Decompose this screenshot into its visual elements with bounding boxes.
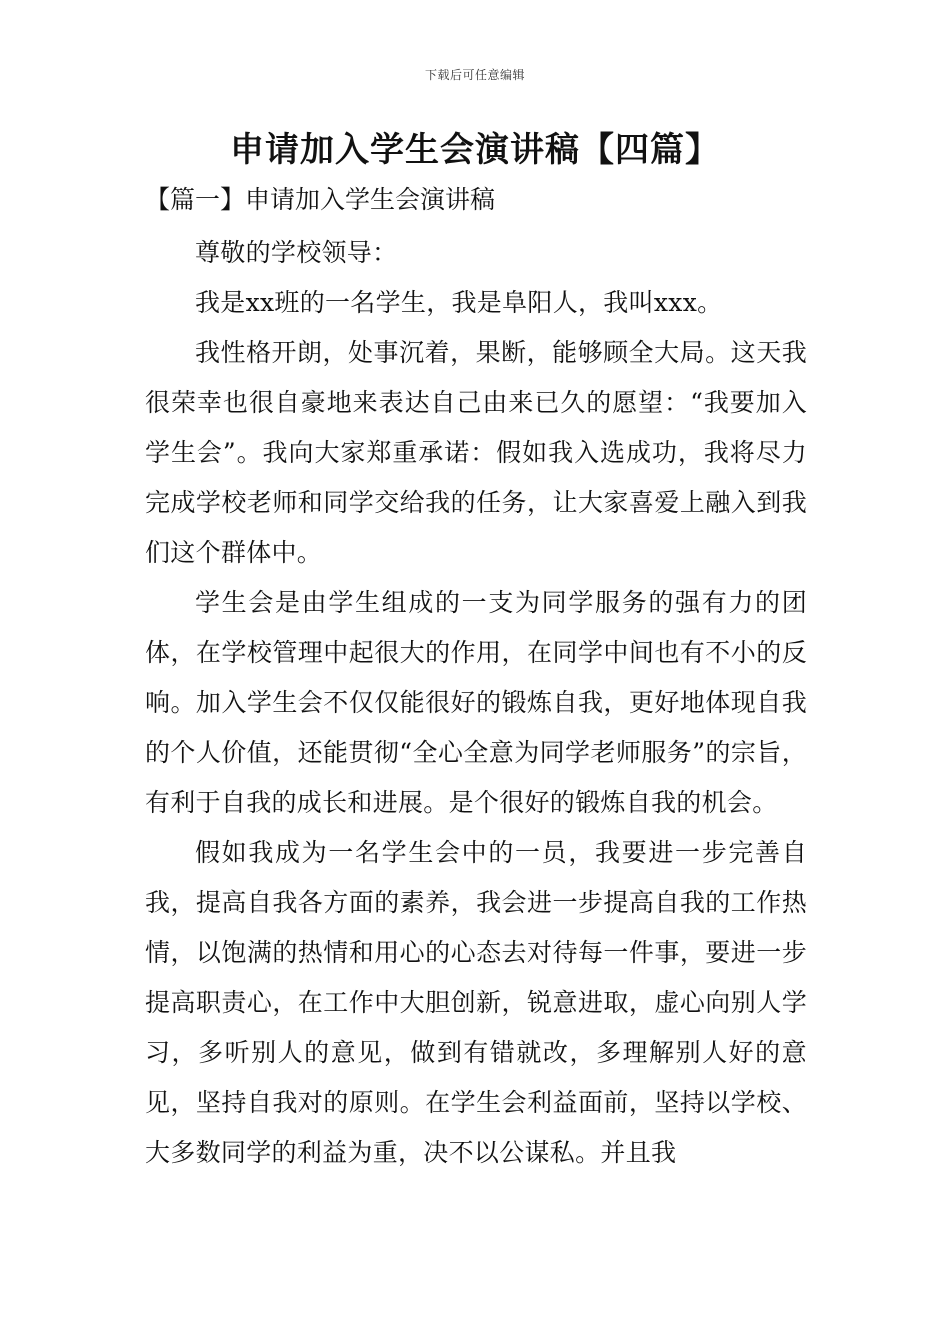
paragraph: 假如我成为一名学生会中的一员，我要进一步完善自我，提高自我各方面的素养，我会进一步提高自我的工作热情，以饱满的热情和用心的心态去对待每一件事，要进一步提高职责心，在工作中大胆创新，锐意进取，虚心向别人学习，多听别人的意见，做到有错就改，多理解别人好的意见，坚持自我对的原则。在学生会利益面前，坚持以学校、大多数同学的利益为重，决不以公谋私。并且我 xyxy=(145,838,807,1167)
paragraph-intro: 我是xx班的一名学生，我是阜阳人，我叫xxx。 xyxy=(195,288,723,317)
paragraph: 我性格开朗，处事沉着，果断，能够顾全大局。这天我很荣幸也很自豪地来表达自己由来已久的愿望：“我要加入学生会”。我向大家郑重承诺：假如我入选成功，我将尽力完成学校老师和同学交给我的任务，让大家喜爱上融入到我们这个群体中。 xyxy=(145,338,807,567)
section-heading: 【篇一】申请加入学生会演讲稿 xyxy=(145,185,496,214)
paragraph-salutation: 尊敬的学校领导： xyxy=(195,238,398,267)
paragraph: 学生会是由学生组成的一支为同学服务的强有力的团体，在学校管理中起很大的作用，在同学中间也有不小的反响。加入学生会不仅仅能很好的锻炼自我，更好地体现自我的个人价值，还能贯彻“全心全意为同学老师服务”的宗旨，有利于自我的成长和进展。是个很好的锻炼自我的机会。 xyxy=(145,588,807,817)
header-note: 下载后可任意编辑 xyxy=(424,68,525,82)
document-title: 申请加入学生会演讲稿【四篇】 xyxy=(230,130,720,170)
body-text xyxy=(145,228,807,1178)
